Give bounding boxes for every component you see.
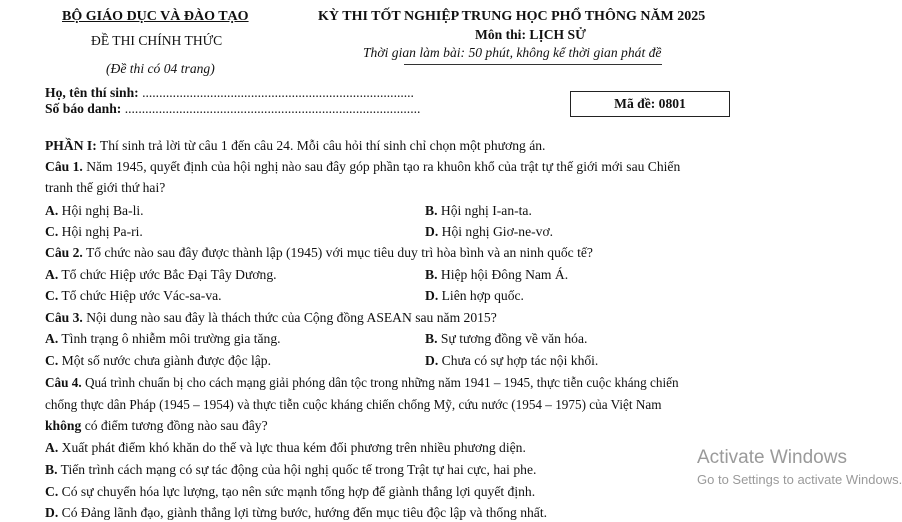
question-3-label: Câu 3. (45, 310, 83, 325)
option-1c: C. Hội nghị Pa-ri. (45, 224, 143, 239)
option-4d: D. Có Đảng lãnh đạo, giành thắng lợi từng bước, hướng đến mục tiêu độc lập và thống nhất. (45, 505, 547, 520)
time-note: Thời gian làm bài: 50 phút, không kể thời gian phát đề (363, 45, 662, 60)
part1-title: PHẦN I: (45, 138, 97, 153)
candidate-id-dots: ....................................................................................... (124, 101, 421, 116)
ministry-name: BỘ GIÁO DỤC VÀ ĐÀO TẠO (62, 9, 249, 24)
option-3d: D. Chưa có sự hợp tác nội khối. (425, 353, 599, 368)
option-2c: C. Tổ chức Hiệp ước Vác-sa-va. (45, 288, 222, 303)
option-4b: B. Tiến trình cách mạng có sự tác động của hội nghị quốc tế trong Trật tự hai cực, hai phe. (45, 462, 537, 477)
question-4-label: Câu 4. (45, 375, 82, 390)
question-1-text: Năm 1945, quyết định của hội nghị nào sau đây góp phần tạo ra khuôn khổ của trật tự thế giới mới sau Chiến (86, 159, 681, 174)
option-3b: B. Sự tương đồng về văn hóa. (425, 331, 588, 346)
question-4-line3: không có điểm tương đồng nào sau đây? (45, 418, 268, 433)
activate-windows-hint: Go to Settings to activate Windows. (697, 472, 902, 487)
option-2b: B. Hiệp hội Đông Nam Á. (425, 267, 569, 282)
question-4-not: không (45, 418, 82, 433)
question-1-label: Câu 1. (45, 159, 83, 174)
question-1-line1 (45, 159, 680, 175)
candidate-name-label: Họ, tên thí sinh: (45, 85, 139, 100)
option-1a: A. Hội nghị Ba-li. (45, 203, 144, 218)
question-3-text: Nội dung nào sau đây là thách thức của Cộng đồng ASEAN sau năm 2015? (86, 310, 497, 325)
question-1-line2: tranh thế giới thứ hai? (45, 180, 166, 195)
option-3c: C. Một số nước chưa giành được độc lập. (45, 353, 272, 368)
exam-code-box (570, 91, 730, 117)
option-1d: D. Hội nghị Giơ-ne-vơ. (425, 224, 554, 239)
official-exam-label: ĐỀ THI CHÍNH THỨC (91, 33, 223, 48)
question-4-line2: chống thực dân Pháp (1945 – 1954) và thực tiễn cuộc kháng chiến chống Mỹ, cứu nước (1954 – 1975) của Việt Nam (45, 397, 662, 412)
candidate-id-label: Số báo danh: (45, 101, 122, 116)
exam-code: Mã đề: 0801 (614, 96, 686, 111)
option-1b: B. Hội nghị I-an-ta. (425, 203, 532, 218)
option-2a: A. Tổ chức Hiệp ước Bắc Đại Tây Dương. (45, 267, 277, 282)
question-2-label: Câu 2. (45, 245, 83, 260)
header-rule (404, 64, 662, 65)
candidate-name-row (45, 85, 414, 101)
part1-heading (45, 138, 545, 154)
question-2-line1 (45, 245, 593, 261)
activate-windows-watermark: Activate Windows (697, 447, 847, 468)
candidate-id-row (45, 101, 420, 117)
question-4-line1 (45, 375, 679, 390)
option-3a: A. Tình trạng ô nhiễm môi trường gia tăng. (45, 331, 281, 346)
part1-instruction: Thí sinh trả lời từ câu 1 đến câu 24. Mỗi câu hỏi thí sinh chỉ chọn một phương án. (99, 138, 546, 153)
option-4a: A. Xuất phát điểm khó khăn do thế và lực thua kém đối phương trên nhiều phương diện. (45, 440, 526, 455)
candidate-name-dots: ................................................................................ (142, 85, 414, 100)
question-4-text: Quá trình chuẩn bị cho cách mạng giải phóng dân tộc trong những năm 1941 – 1945, thực tiễn cuộc kháng chiến (84, 375, 679, 390)
exam-title: KỲ THI TỐT NGHIỆP TRUNG HỌC PHỔ THÔNG NĂM 2025 (318, 9, 706, 24)
question-3-line1 (45, 310, 497, 326)
pages-note: (Đề thi có 04 trang) (106, 61, 215, 76)
subject: Môn thi: LỊCH SỬ (475, 27, 586, 42)
question-2-text: Tổ chức nào sau đây được thành lập (1945) với mục tiêu duy trì hòa bình và an ninh quốc tế? (85, 245, 593, 260)
option-2d: D. Liên hợp quốc. (425, 288, 524, 303)
option-4c: C. Có sự chuyển hóa lực lượng, tạo nên sức mạnh tổng hợp để giành thắng lợi quyết định. (45, 484, 536, 499)
